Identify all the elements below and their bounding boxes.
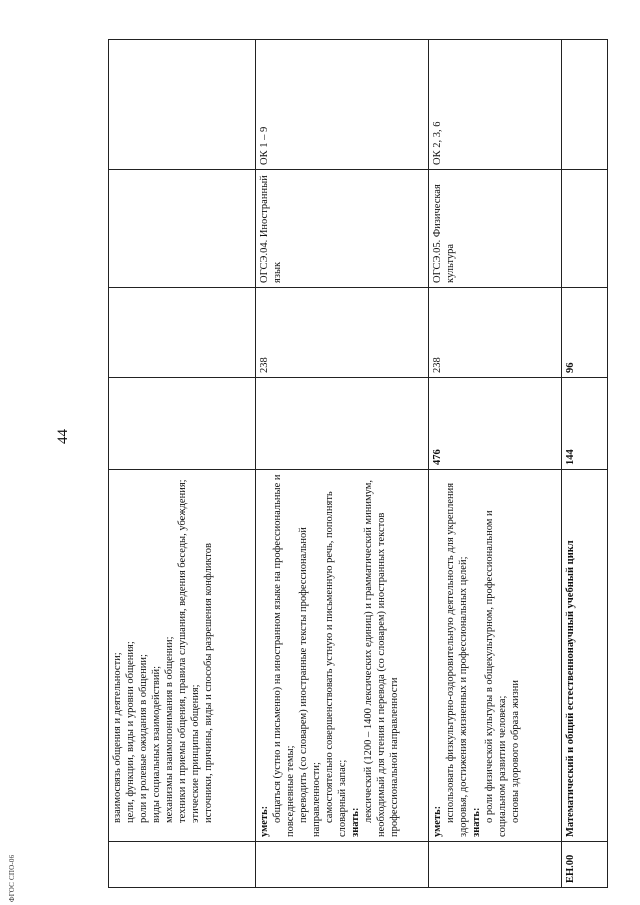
cell-index: ЕН.00	[561, 842, 607, 888]
table-row	[561, 40, 607, 888]
cell-content	[561, 470, 607, 842]
content-line: источники, причины, виды и способы разрешения конфликтов	[203, 543, 214, 823]
cell-content	[428, 470, 561, 842]
content-line: знать:	[470, 807, 482, 837]
curriculum-table	[108, 39, 608, 888]
cell-content	[256, 470, 428, 842]
table-row	[428, 40, 561, 888]
content-line: виды социальных взаимодействий;	[151, 665, 162, 823]
curriculum-table-wrapper	[108, 40, 608, 888]
cell-hours	[109, 288, 256, 378]
content-line: уметь:	[259, 805, 271, 837]
cell-hours: 238	[428, 288, 561, 378]
content-line: использовать физкультурно-оздоровительную деятельность для укрепления здоровья, достижения жизненных и профессиональных целей;	[444, 482, 469, 837]
content-line: основы здорового образа жизни	[509, 680, 521, 823]
content-line: самостоятельно совершенствовать устную и письменную речь, пополнять словарный запас;	[324, 491, 349, 837]
cell-discipline	[109, 170, 256, 288]
cell-max-hours	[109, 378, 256, 470]
content-line: Математический и общий естественнонаучный учебный цикл	[564, 540, 576, 837]
content-line: роли и ролевые ожидания в общении;	[138, 654, 149, 823]
content-line: общаться (устно и письменно) на иностранном языке на профессиональные и повседневные темы;	[272, 474, 297, 837]
footer-code: ФГОС СПО-06	[8, 854, 16, 902]
content-line: взаимосвязь общения и деятельности;	[112, 652, 123, 823]
table-row	[256, 40, 428, 888]
cell-discipline	[561, 170, 607, 288]
cell-index	[256, 842, 428, 888]
cell-max-hours: 476	[428, 378, 561, 470]
cell-hours: 96	[561, 288, 607, 378]
content-line: лексический (1200 – 1400 лексических единиц) и грамматический минимум, необходимый для чтения и перевода (со словарем) иностранных текстов профессиональной направленности	[363, 479, 401, 837]
cell-max-hours	[256, 378, 428, 470]
cell-competencies	[561, 40, 607, 170]
cell-hours: 238	[256, 288, 428, 378]
cell-index	[109, 842, 256, 888]
content-line: уметь:	[431, 805, 443, 837]
cell-max-hours: 144	[561, 378, 607, 470]
content-line: механизмы взаимопонимания в общении;	[164, 636, 175, 823]
page-number: 44	[55, 429, 71, 444]
content-line: техники и приемы общения, правила слушания, ведения беседы, убеждения;	[177, 479, 188, 823]
cell-discipline: ОГСЭ.05. Физическая культура	[428, 170, 561, 288]
content-line: цели, функции, виды и уровни общения;	[125, 641, 136, 823]
cell-competencies: ОК 1 – 9	[256, 40, 428, 170]
cell-content	[109, 470, 256, 842]
table-row	[109, 40, 256, 888]
cell-competencies	[109, 40, 256, 170]
content-line: о роли физической культуры в общекультурном, профессиональном и социальном развитии человека;	[483, 510, 508, 837]
cell-discipline: ОГСЭ.04. Иностранный язык	[256, 170, 428, 288]
cell-competencies: ОК 2, 3, 6	[428, 40, 561, 170]
content-line: этические принципы общения;	[190, 684, 201, 823]
content-line: переводить (со словарем) иностранные тексты профессиональной направленности;	[298, 527, 323, 837]
cell-index	[428, 842, 561, 888]
content-line: знать:	[350, 807, 362, 837]
